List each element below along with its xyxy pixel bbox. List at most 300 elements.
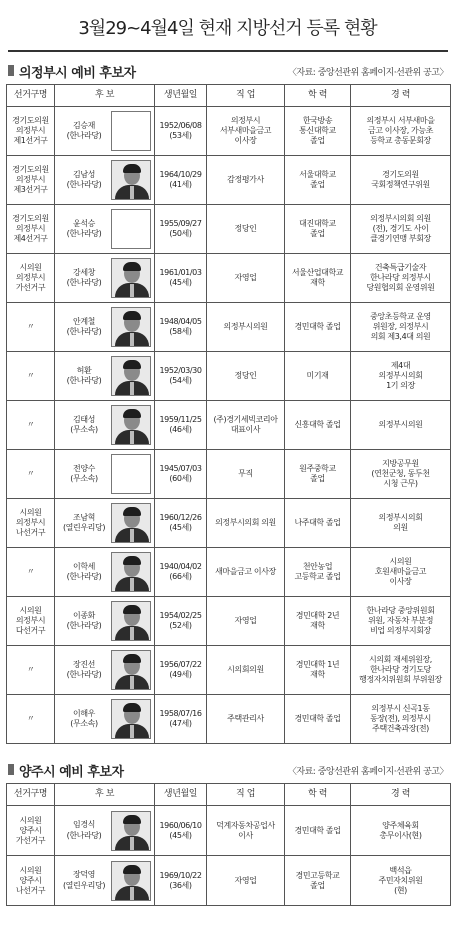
education-line: 졸업 [310, 136, 325, 145]
occupation-cell [207, 352, 285, 401]
candidate-photo [111, 811, 151, 851]
district-line: 제4선거구 [13, 234, 48, 243]
candidate-photo [111, 503, 151, 543]
district-line: 의정부시 [15, 224, 46, 233]
age: (49세) [169, 670, 192, 679]
candidates-table-uijeongbu [6, 84, 451, 744]
candidate-name: 김남성 [73, 169, 95, 179]
candidate-cell [55, 597, 155, 646]
district-cell [7, 499, 55, 548]
career-line: 1기 의장 [386, 381, 415, 390]
candidate-photo [111, 861, 151, 901]
career-line: 금고 이사장, 가능초 [367, 126, 434, 135]
education-cell [285, 548, 351, 597]
career-line: 이사장 [389, 577, 412, 586]
career-line: 호원새마을금고 [374, 567, 427, 576]
career-line: 중앙초등학교 운영 [370, 312, 431, 321]
birthdate: 1940/04/02 [159, 562, 202, 571]
candidate-party: (무소속) [70, 719, 98, 728]
district-line: 양주시 [19, 875, 42, 885]
education-line: 경민대학 1년 [295, 660, 340, 669]
candidate-photo [111, 160, 151, 200]
career-cell [351, 806, 451, 856]
education-cell [285, 695, 351, 744]
portrait-tie [130, 676, 134, 690]
candidate-name: 강세창 [73, 267, 95, 277]
district-cell [7, 695, 55, 744]
district-line: 가선거구 [15, 283, 46, 292]
career-line: 건축특급기술자 [374, 263, 427, 272]
candidate-name: 김태성 [73, 414, 95, 424]
career-line: 행정자치위원회 부위원장 [359, 675, 442, 684]
birthdate: 1955/09/27 [159, 219, 202, 228]
column-header: 직 업 [207, 784, 285, 806]
section-source: 〈자료: 중앙선관위 홈페이지·선관위 공고〉 [287, 68, 448, 78]
table-header-row [7, 85, 451, 107]
birthdate: 1958/07/16 [159, 709, 202, 718]
candidate-cell [55, 806, 155, 856]
section-source: 〈자료: 중앙선관위 홈페이지·선관위 공고〉 [287, 767, 448, 777]
portrait-tie [130, 431, 134, 445]
birthdate: 1964/10/29 [159, 170, 202, 179]
age: (60세) [169, 474, 192, 483]
table-row [7, 107, 451, 156]
education-line: 천안농업 [302, 562, 333, 571]
education-line: 원주중학교 [299, 464, 336, 473]
column-header: 선거구명 [7, 85, 55, 107]
table-row [7, 548, 451, 597]
district-line: 시의원 [19, 865, 42, 875]
candidate-photo [111, 601, 151, 641]
candidate-party: (한나라당) [66, 180, 102, 189]
birthdate: 1948/04/05 [159, 317, 202, 326]
table-row [7, 806, 451, 856]
birthdate: 1961/01/03 [159, 268, 202, 277]
district-line: 〃 [26, 665, 35, 674]
education-cell [285, 107, 351, 156]
candidate-party: (열린우리당) [62, 523, 106, 532]
section-title: 의정부시 예비 후보자 [19, 66, 136, 81]
career-line: 시의회 재세위원장, [369, 655, 432, 664]
birthdate-cell [155, 107, 207, 156]
candidate-photo [111, 650, 151, 690]
portrait-tie [130, 382, 134, 396]
candidate-party: (한나라당) [66, 376, 102, 385]
district-cell [7, 205, 55, 254]
table-row [7, 352, 451, 401]
candidate-party: (한나라당) [66, 131, 102, 140]
title-rule [8, 50, 448, 52]
portrait-hair [123, 605, 141, 614]
district-line: 시의원 [19, 263, 42, 272]
candidate-party: (한나라당) [66, 229, 102, 238]
age: (66세) [169, 572, 192, 581]
portrait-tie [130, 529, 134, 543]
candidate-name: 윤석승 [73, 218, 95, 228]
career-line: 제4대 [390, 361, 411, 370]
candidate-cell [55, 352, 155, 401]
table-row [7, 856, 451, 906]
district-cell [7, 646, 55, 695]
district-cell [7, 156, 55, 205]
district-line: 〃 [26, 469, 35, 478]
career-line: 백석읍 [389, 865, 412, 875]
career-line: (현) [394, 885, 407, 895]
occupation-cell [207, 499, 285, 548]
career-cell [351, 548, 451, 597]
portrait-hair [123, 507, 141, 516]
table-row [7, 450, 451, 499]
district-line: 경기도의원 [12, 214, 49, 223]
education-line: 대진대학교 [299, 219, 336, 228]
occupation-line: 덕계자동차공업사 [216, 820, 275, 830]
birthdate-cell [155, 450, 207, 499]
candidate-cell [55, 856, 155, 906]
district-line: 〃 [26, 322, 35, 331]
birthdate-cell [155, 597, 207, 646]
portrait-tie [130, 186, 134, 200]
education-line: 미기재 [306, 371, 329, 380]
career-line: 의정부시의회 [378, 513, 423, 522]
occupation-cell [207, 156, 285, 205]
career-line: 의회 제3,4대 의원 [370, 332, 431, 341]
occupation-line: 의정부시의원 [223, 322, 268, 331]
table-header-row [7, 784, 451, 806]
column-header: 학 력 [285, 85, 351, 107]
birthdate-cell [155, 499, 207, 548]
district-line: 시의원 [19, 606, 42, 615]
birthdate-cell [155, 156, 207, 205]
career-line: 총무이사(현) [379, 830, 422, 840]
education-cell [285, 806, 351, 856]
table-row [7, 499, 451, 548]
education-cell [285, 450, 351, 499]
candidate-photo [111, 552, 151, 592]
occupation-cell [207, 695, 285, 744]
career-line: 주택건축과장(전) [372, 724, 429, 733]
birthdate-cell [155, 401, 207, 450]
portrait-hair [123, 311, 141, 320]
birthdate: 1952/06/08 [159, 121, 202, 130]
photo-placeholder [111, 111, 151, 151]
candidate-cell [55, 450, 155, 499]
birthdate: 1960/06/10 [159, 820, 202, 830]
table-row [7, 695, 451, 744]
education-cell [285, 156, 351, 205]
table-row [7, 254, 451, 303]
candidate-photo [111, 307, 151, 347]
column-header: 경 력 [351, 85, 451, 107]
career-cell [351, 450, 451, 499]
candidate-name: 이종화 [73, 610, 95, 620]
candidate-party: (한나라당) [66, 327, 102, 336]
district-cell [7, 107, 55, 156]
column-header: 선거구명 [7, 784, 55, 806]
district-line: 제3선거구 [13, 185, 48, 194]
education-line: 통신대학교 [299, 126, 336, 135]
portrait-hair [123, 865, 141, 874]
occupation-cell [207, 205, 285, 254]
career-line: 주민자치위원 [378, 875, 423, 885]
column-header: 경 력 [351, 784, 451, 806]
candidate-photo [111, 258, 151, 298]
career-line: 국회정책연구위원 [371, 180, 430, 189]
age: (36세) [169, 880, 192, 890]
district-line: 의정부시 [15, 273, 46, 282]
education-line: 경민고등학교 [295, 870, 340, 880]
occupation-cell [207, 107, 285, 156]
age: (50세) [169, 229, 192, 238]
candidate-photo [111, 356, 151, 396]
occupation-line: 의정부시 [230, 116, 261, 125]
birthdate-cell [155, 695, 207, 744]
candidate-photo [111, 699, 151, 739]
candidate-photo [111, 405, 151, 445]
section-header-uijeongbu [6, 62, 450, 80]
career-line: 등학교 총동문회장 [370, 136, 431, 145]
district-line: 양주시 [19, 825, 42, 835]
career-cell [351, 856, 451, 906]
district-line: 가선거구 [15, 835, 46, 845]
occupation-line: 감정평가사 [227, 175, 264, 184]
column-header: 후 보 [55, 784, 155, 806]
candidate-party: (한나라당) [66, 830, 102, 840]
portrait-tie [130, 887, 134, 901]
career-line: 시의원 [389, 557, 412, 566]
portrait-tie [130, 725, 134, 739]
occupation-line: 주택관리사 [227, 714, 264, 723]
photo-placeholder [111, 454, 151, 494]
education-line: 한국방송 [302, 116, 333, 125]
career-line: 클경기연맹 부회장 [370, 234, 431, 243]
candidate-cell [55, 205, 155, 254]
birthdate: 1956/07/22 [159, 660, 202, 669]
age: (47세) [169, 719, 192, 728]
candidate-cell [55, 499, 155, 548]
education-cell [285, 499, 351, 548]
birthdate-cell [155, 352, 207, 401]
table-row [7, 205, 451, 254]
age: (53세) [169, 131, 192, 140]
table-row [7, 156, 451, 205]
district-line: 의정부시 [15, 518, 46, 527]
career-cell [351, 156, 451, 205]
career-line: 의원 [393, 523, 408, 532]
district-line: 나선거구 [15, 528, 46, 537]
age: (41세) [169, 180, 192, 189]
occupation-line: 의정부시의회 의원 [215, 518, 276, 527]
occupation-line: 정당인 [234, 224, 257, 233]
education-line: 서울대학교 [299, 170, 336, 179]
candidate-party: (한나라당) [66, 670, 102, 679]
portrait-hair [123, 654, 141, 663]
portrait-tie [130, 333, 134, 347]
portrait-hair [123, 164, 141, 173]
career-line: 위원, 자동차 부분정 [367, 616, 434, 625]
career-line: 한나라당 의정부시 [370, 273, 431, 282]
occupation-line: 서부새마을금고 [219, 126, 272, 135]
career-line: 한나라당 경기도당 [370, 665, 431, 674]
district-line: 제1선거구 [13, 136, 48, 145]
candidate-party: (한나라당) [66, 278, 102, 287]
occupation-cell [207, 303, 285, 352]
district-line: 의정부시 [15, 616, 46, 625]
candidate-name: 허환 [76, 365, 92, 375]
education-line: 경민대학 졸업 [294, 714, 341, 723]
education-line: 졸업 [310, 180, 325, 189]
birthdate: 1959/11/25 [159, 415, 202, 424]
section-marker [8, 65, 14, 76]
education-line: 졸업 [310, 474, 325, 483]
career-cell [351, 205, 451, 254]
birthdate: 1954/02/25 [159, 611, 202, 620]
occupation-line: 이사 [238, 830, 253, 840]
education-line: 재학 [310, 670, 325, 679]
career-cell [351, 646, 451, 695]
portrait-hair [123, 360, 141, 369]
candidates-table-yangju [6, 783, 451, 906]
district-line: 〃 [26, 420, 35, 429]
candidate-cell [55, 156, 155, 205]
portrait-tie [130, 284, 134, 298]
career-cell [351, 254, 451, 303]
occupation-line: 자영업 [234, 273, 257, 282]
candidate-cell [55, 695, 155, 744]
district-line: 의정부시 [15, 175, 46, 184]
candidate-name: 이학세 [73, 561, 95, 571]
portrait-hair [123, 409, 141, 418]
birthdate-cell [155, 303, 207, 352]
table-row [7, 597, 451, 646]
occupation-line: 무직 [238, 469, 253, 478]
occupation-cell [207, 254, 285, 303]
education-cell [285, 352, 351, 401]
occupation-line: 시의회의원 [227, 665, 264, 674]
education-line: 경민대학 졸업 [294, 825, 341, 835]
career-line: 위원장, 의정부시 [372, 322, 429, 331]
candidate-party: (열린우리당) [62, 880, 106, 890]
district-cell [7, 450, 55, 499]
education-line: 신흥대학 졸업 [294, 420, 341, 429]
candidate-cell [55, 646, 155, 695]
district-cell [7, 548, 55, 597]
portrait-tie [130, 837, 134, 851]
column-header: 후 보 [55, 85, 155, 107]
candidate-party: (무소속) [70, 474, 98, 483]
age: (54세) [169, 376, 192, 385]
candidate-cell [55, 548, 155, 597]
portrait-tie [130, 627, 134, 641]
occupation-cell [207, 597, 285, 646]
education-cell [285, 401, 351, 450]
occupation-cell [207, 548, 285, 597]
occupation-line: (주)경기세빅코리아 [213, 415, 278, 424]
occupation-cell [207, 646, 285, 695]
district-line: 〃 [26, 371, 35, 380]
education-line: 서울산업대학교 [291, 268, 344, 277]
education-cell [285, 303, 351, 352]
candidate-cell [55, 303, 155, 352]
district-line: 다선거구 [15, 626, 46, 635]
career-line: 경기도의원 [382, 170, 419, 179]
career-line: 지방공무원 [382, 459, 419, 468]
education-line: 졸업 [310, 229, 325, 238]
occupation-line: 새마을금고 이사장 [215, 567, 276, 576]
candidate-name: 전양수 [73, 463, 95, 473]
district-line: 경기도의원 [12, 116, 49, 125]
section-marker [8, 764, 14, 775]
career-line: 의정부시의회 [378, 371, 423, 380]
career-line: (연천군청, 동두천 [371, 469, 430, 478]
district-cell [7, 597, 55, 646]
portrait-hair [123, 815, 141, 824]
candidate-name: 임경식 [73, 820, 95, 830]
district-line: 시의원 [19, 815, 42, 825]
education-cell [285, 205, 351, 254]
career-line: 의정부시 신곡1동 [371, 704, 430, 713]
district-cell [7, 856, 55, 906]
age: (45세) [169, 278, 192, 287]
age: (45세) [169, 830, 192, 840]
column-header: 생년월일 [155, 784, 207, 806]
district-line: 나선거구 [15, 885, 46, 895]
career-line: 양주체육회 [382, 820, 419, 830]
career-line: 비업 의정부지회장 [370, 626, 431, 635]
page-title: 3월29~4월4일 현재 지방선거 등록 현황 [78, 18, 377, 39]
career-cell [351, 401, 451, 450]
career-cell [351, 597, 451, 646]
occupation-line: 자영업 [234, 875, 257, 885]
career-line: 의정부시의회 의원 [370, 214, 431, 223]
occupation-line: 이사장 [234, 136, 257, 145]
photo-placeholder [111, 209, 151, 249]
career-line: (전), 경기도 사이 [372, 224, 429, 233]
portrait-hair [123, 703, 141, 712]
district-cell [7, 352, 55, 401]
career-cell [351, 695, 451, 744]
candidate-party: (한나라당) [66, 572, 102, 581]
portrait-hair [123, 556, 141, 565]
career-cell [351, 499, 451, 548]
candidate-party: (무소속) [70, 425, 98, 434]
career-line: 시청 근무) [383, 479, 418, 488]
candidate-name: 조남혁 [73, 512, 95, 522]
education-line: 졸업 [310, 880, 325, 890]
candidate-cell [55, 254, 155, 303]
candidate-party: (한나라당) [66, 621, 102, 630]
education-line: 재학 [310, 621, 325, 630]
career-cell [351, 303, 451, 352]
career-line: 동장(전), 의정부시 [369, 714, 432, 723]
education-cell [285, 646, 351, 695]
occupation-line: 자영업 [234, 616, 257, 625]
occupation-cell [207, 856, 285, 906]
portrait-tie [130, 578, 134, 592]
education-line: 경민대학 2년 [295, 611, 340, 620]
education-line: 경민대학 졸업 [294, 322, 341, 331]
occupation-cell [207, 401, 285, 450]
column-header: 학 력 [285, 784, 351, 806]
section-title: 양주시 예비 후보자 [19, 765, 124, 780]
age: (46세) [169, 425, 192, 434]
education-line: 나주대학 졸업 [294, 518, 341, 527]
education-cell [285, 254, 351, 303]
district-line: 경기도의원 [12, 165, 49, 174]
candidate-name: 장진선 [73, 659, 95, 669]
birthdate: 1945/07/03 [159, 464, 202, 473]
birthdate: 1952/03/30 [159, 366, 202, 375]
candidate-cell [55, 107, 155, 156]
